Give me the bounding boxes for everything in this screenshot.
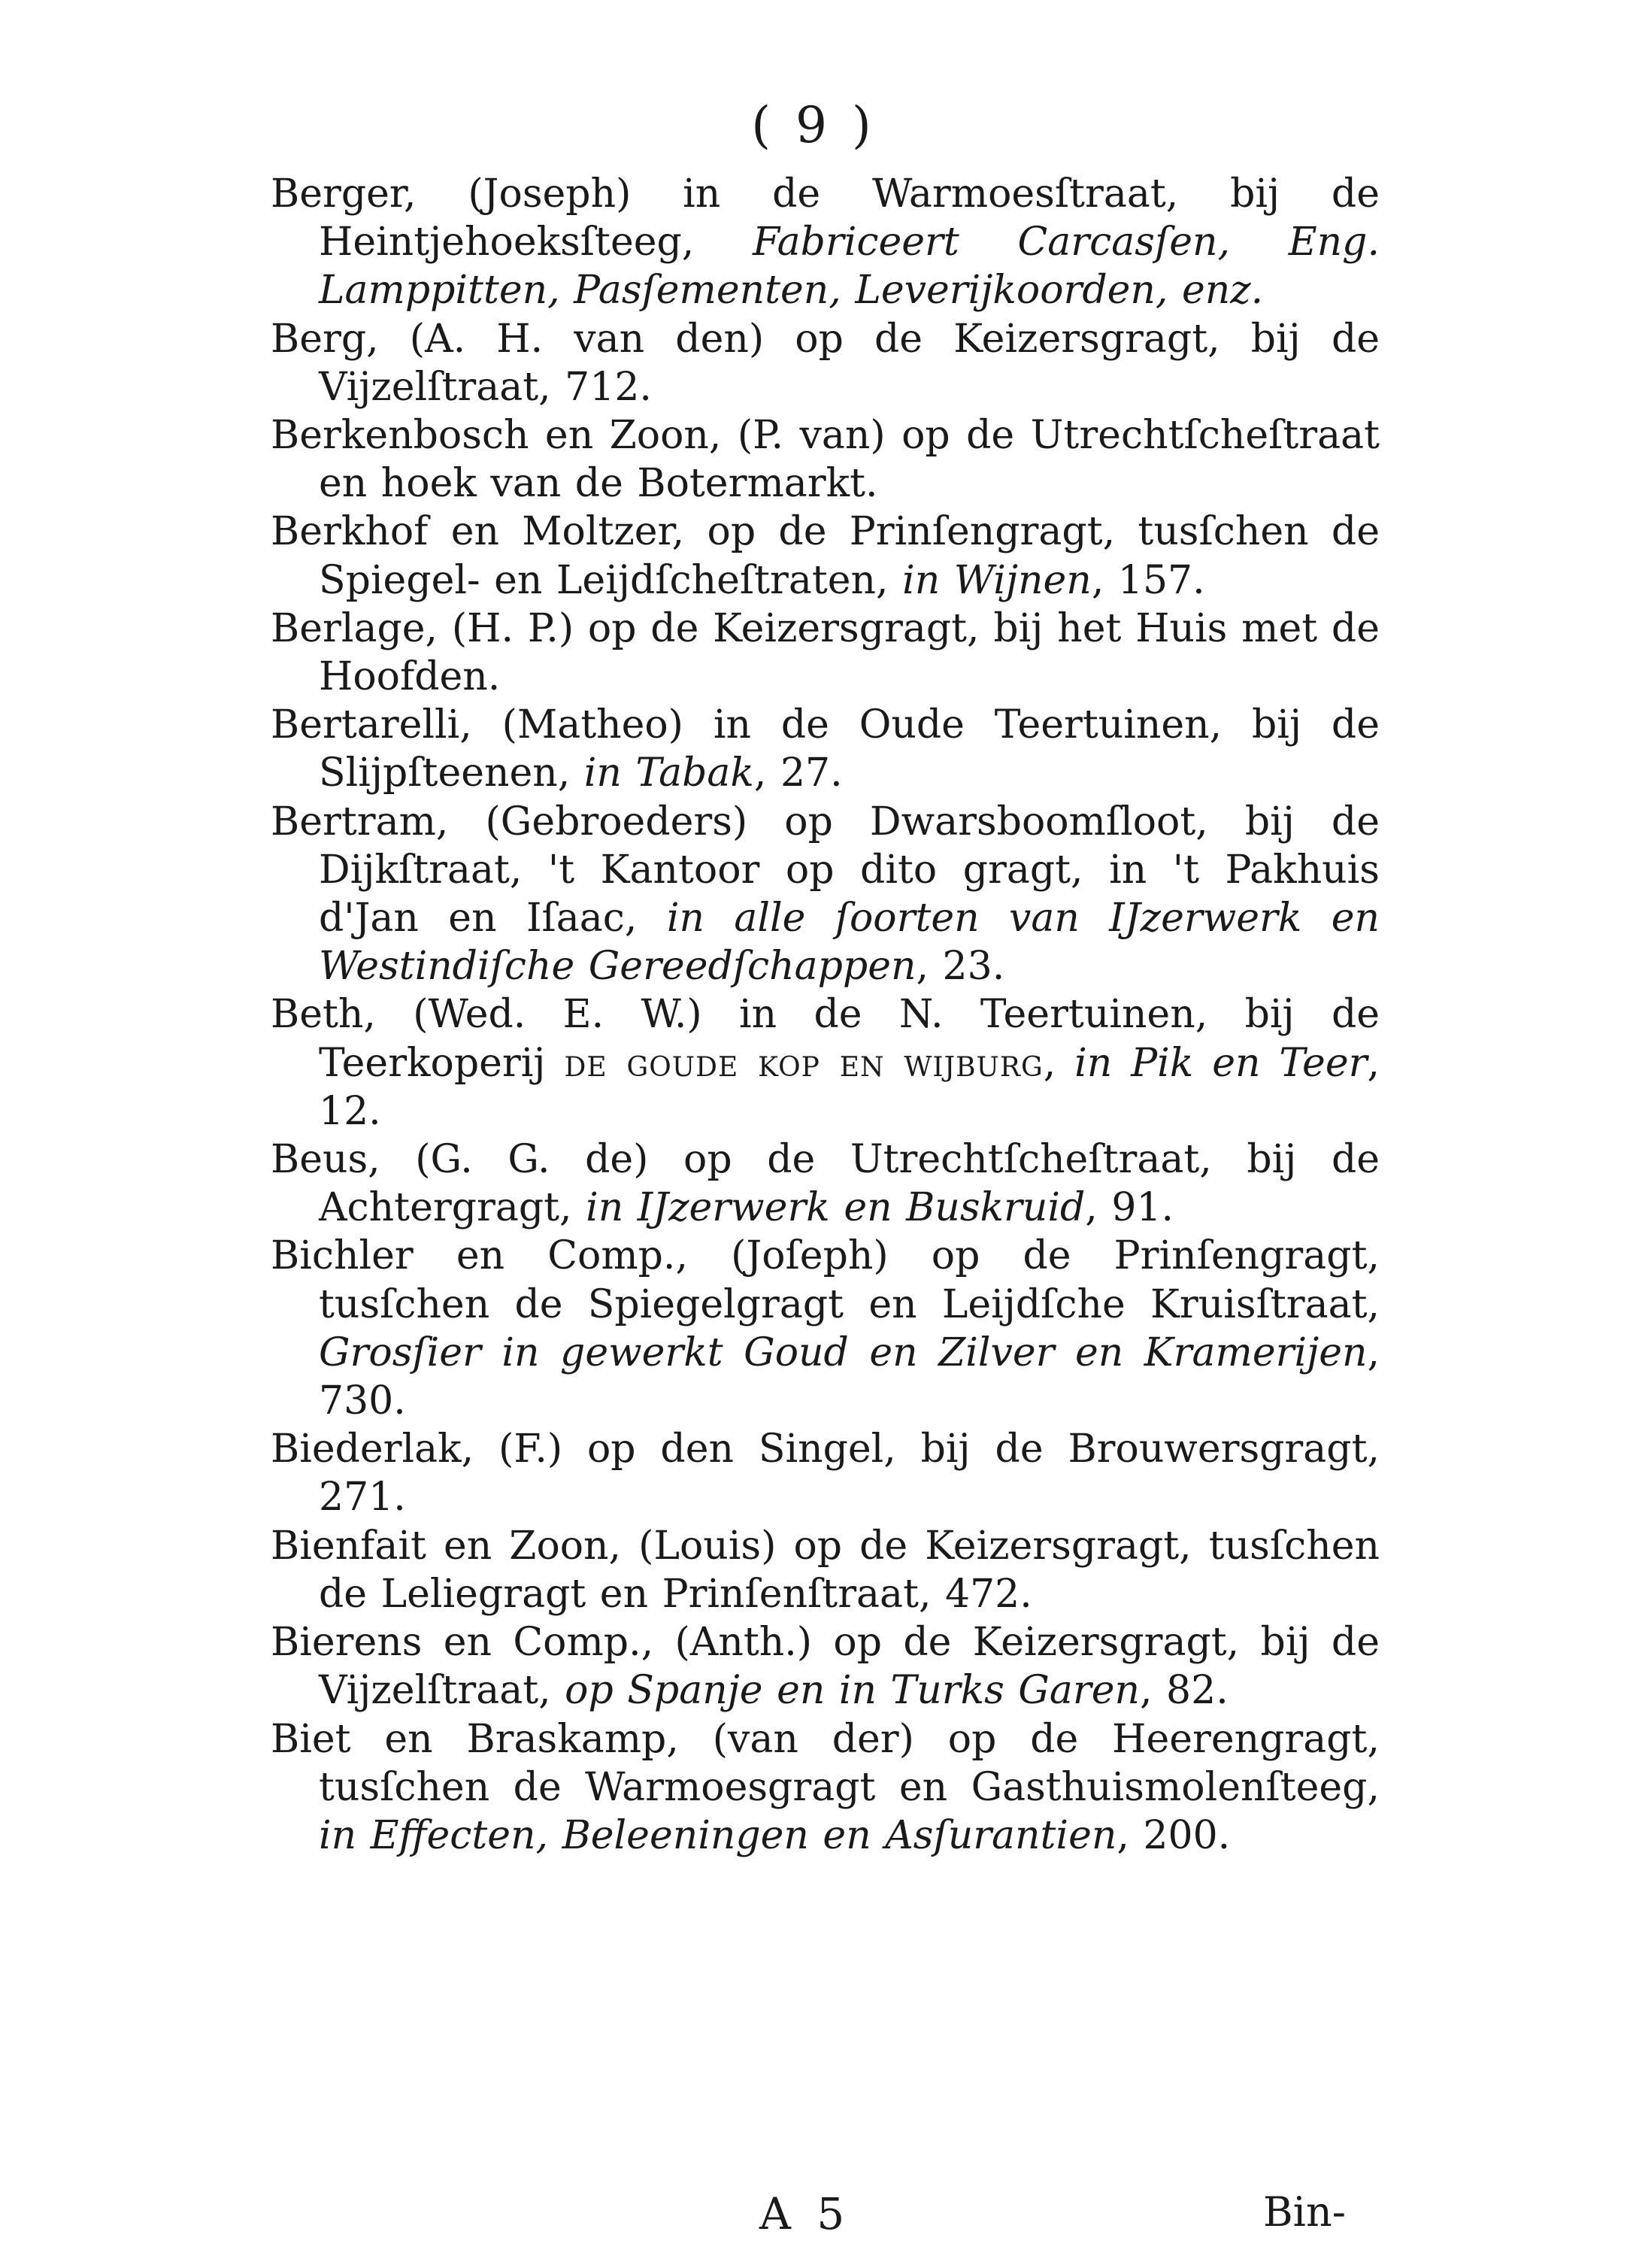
directory-entry xyxy=(271,1425,1380,1521)
printer-signature: A 5 xyxy=(759,2188,851,2239)
entry-text: Bienfait en Zoon, (Louis) op de Keizersgragt, tusſchen de Leliegragt en Prinſenſtraat, 472. xyxy=(271,1523,1380,1617)
directory-entry xyxy=(271,605,1380,701)
entry-text: Biet en Braskamp, (van der) op de Heerengragt, tusſchen de Warmoesgragt en Gasthuismolenſteeg, xyxy=(271,1716,1380,1810)
directory-entry xyxy=(271,1618,1380,1715)
entry-trade-italic: in Pik en Teer xyxy=(1074,1040,1368,1086)
entry-text: Berlage, (H. P.) op de Keizersgragt, bij het Huis met de Hoofden. xyxy=(271,605,1380,700)
entry-text: , 23. xyxy=(916,944,1005,990)
entry-text: , 82. xyxy=(1139,1668,1229,1714)
catchword: Bin- xyxy=(1263,2188,1346,2236)
entry-trade-italic: Fabriceert Carcasſen, Eng. Lamppitten, Pasſementen, Leverijkoorden, enz. xyxy=(319,220,1380,314)
entry-text: Bertram, (Gebroeders) op Dwarsboomſloot, bij de Dijkſtraat, 't Kantoor op dito gragt, in 't Pakhuis d'Jan en Iſaac, xyxy=(271,799,1380,941)
entry-text: Berg, (A. H. van den) op de Keizersgragt, bij de Vijzelſtraat, 712. xyxy=(271,316,1380,410)
directory-entry xyxy=(271,1522,1380,1618)
directory-entry xyxy=(271,508,1380,604)
entry-text: Beth, (Wed. E. W.) in de N. Teertuinen, bij de Teerkoperij xyxy=(271,992,1380,1086)
directory-entry xyxy=(271,701,1380,797)
entry-text: Berkenbosch en Zoon, (P. van) op de Utrechtſcheſtraat en hoek van de Botermarkt. xyxy=(271,413,1380,507)
directory-entry xyxy=(271,990,1380,1136)
entry-text: , 157. xyxy=(1091,557,1205,603)
entry-text: Berger, (Joseph) in de Warmoesſtraat, bij de Heintjehoeksſteeg, xyxy=(271,171,1380,265)
entry-text: , 12. xyxy=(319,1040,1380,1134)
entry-text: Beus, (G. G. de) op de Utrechtſcheſtraat, bij de Achtergragt, xyxy=(271,1137,1380,1231)
entry-text: , xyxy=(1043,1040,1075,1086)
entry-sign-smallcaps: de goude kop en wijburg xyxy=(564,1040,1044,1086)
entry-text: , 27. xyxy=(753,750,843,796)
entry-trade-italic: Grosſier in gewerkt Goud en Zilver en Kramerijen xyxy=(319,1330,1368,1375)
entry-text: Biederlak, (F.) op den Singel, bij de Brouwersgragt, 271. xyxy=(271,1427,1380,1521)
entry-text: , 200. xyxy=(1116,1812,1231,1858)
entry-text: Bierens en Comp., (Anth.) op de Keizersgragt, bij de Vijzelſtraat, xyxy=(271,1620,1380,1714)
entry-trade-italic: in IJzerwerk en Buskruid xyxy=(586,1185,1086,1231)
entry-trade-italic: in alle ſoorten van IJzerwerk en Westindiſche Gereedſchappen xyxy=(319,896,1380,990)
entry-trade-italic: in Tabak xyxy=(583,750,754,796)
entry-text: , 91. xyxy=(1085,1185,1174,1231)
entry-trade-italic: op Spanje en in Turks Garen xyxy=(565,1668,1140,1714)
entry-text: Berkhof en Moltzer, op de Prinſengragt, tusſchen de Spiegel- en Leijdſcheſtraten, xyxy=(271,509,1380,603)
directory-entry xyxy=(271,170,1380,315)
entry-text: Bertarelli, (Matheo) in de Oude Teertuinen, bij de Slijpſteenen, xyxy=(271,702,1380,796)
entry-trade-italic: in Wijnen xyxy=(902,557,1092,603)
entry-trade-italic: in Effecten, Beleeningen en Asſurantien xyxy=(319,1812,1117,1858)
directory-entry xyxy=(271,411,1380,508)
page-number: ( 9 ) xyxy=(751,96,876,154)
directory-entry xyxy=(271,1136,1380,1232)
directory-entry xyxy=(271,798,1380,991)
directory-entry xyxy=(271,1232,1380,1425)
directory-entry xyxy=(271,1715,1380,1860)
directory-entries xyxy=(271,170,1380,1860)
entry-text: , 730. xyxy=(319,1330,1380,1424)
entry-text: Bichler en Comp., (Joſeph) op de Prinſengragt, tusſchen de Spiegelgragt en Leijdſche Kruisſtraat, xyxy=(271,1233,1380,1327)
directory-entry xyxy=(271,315,1380,411)
